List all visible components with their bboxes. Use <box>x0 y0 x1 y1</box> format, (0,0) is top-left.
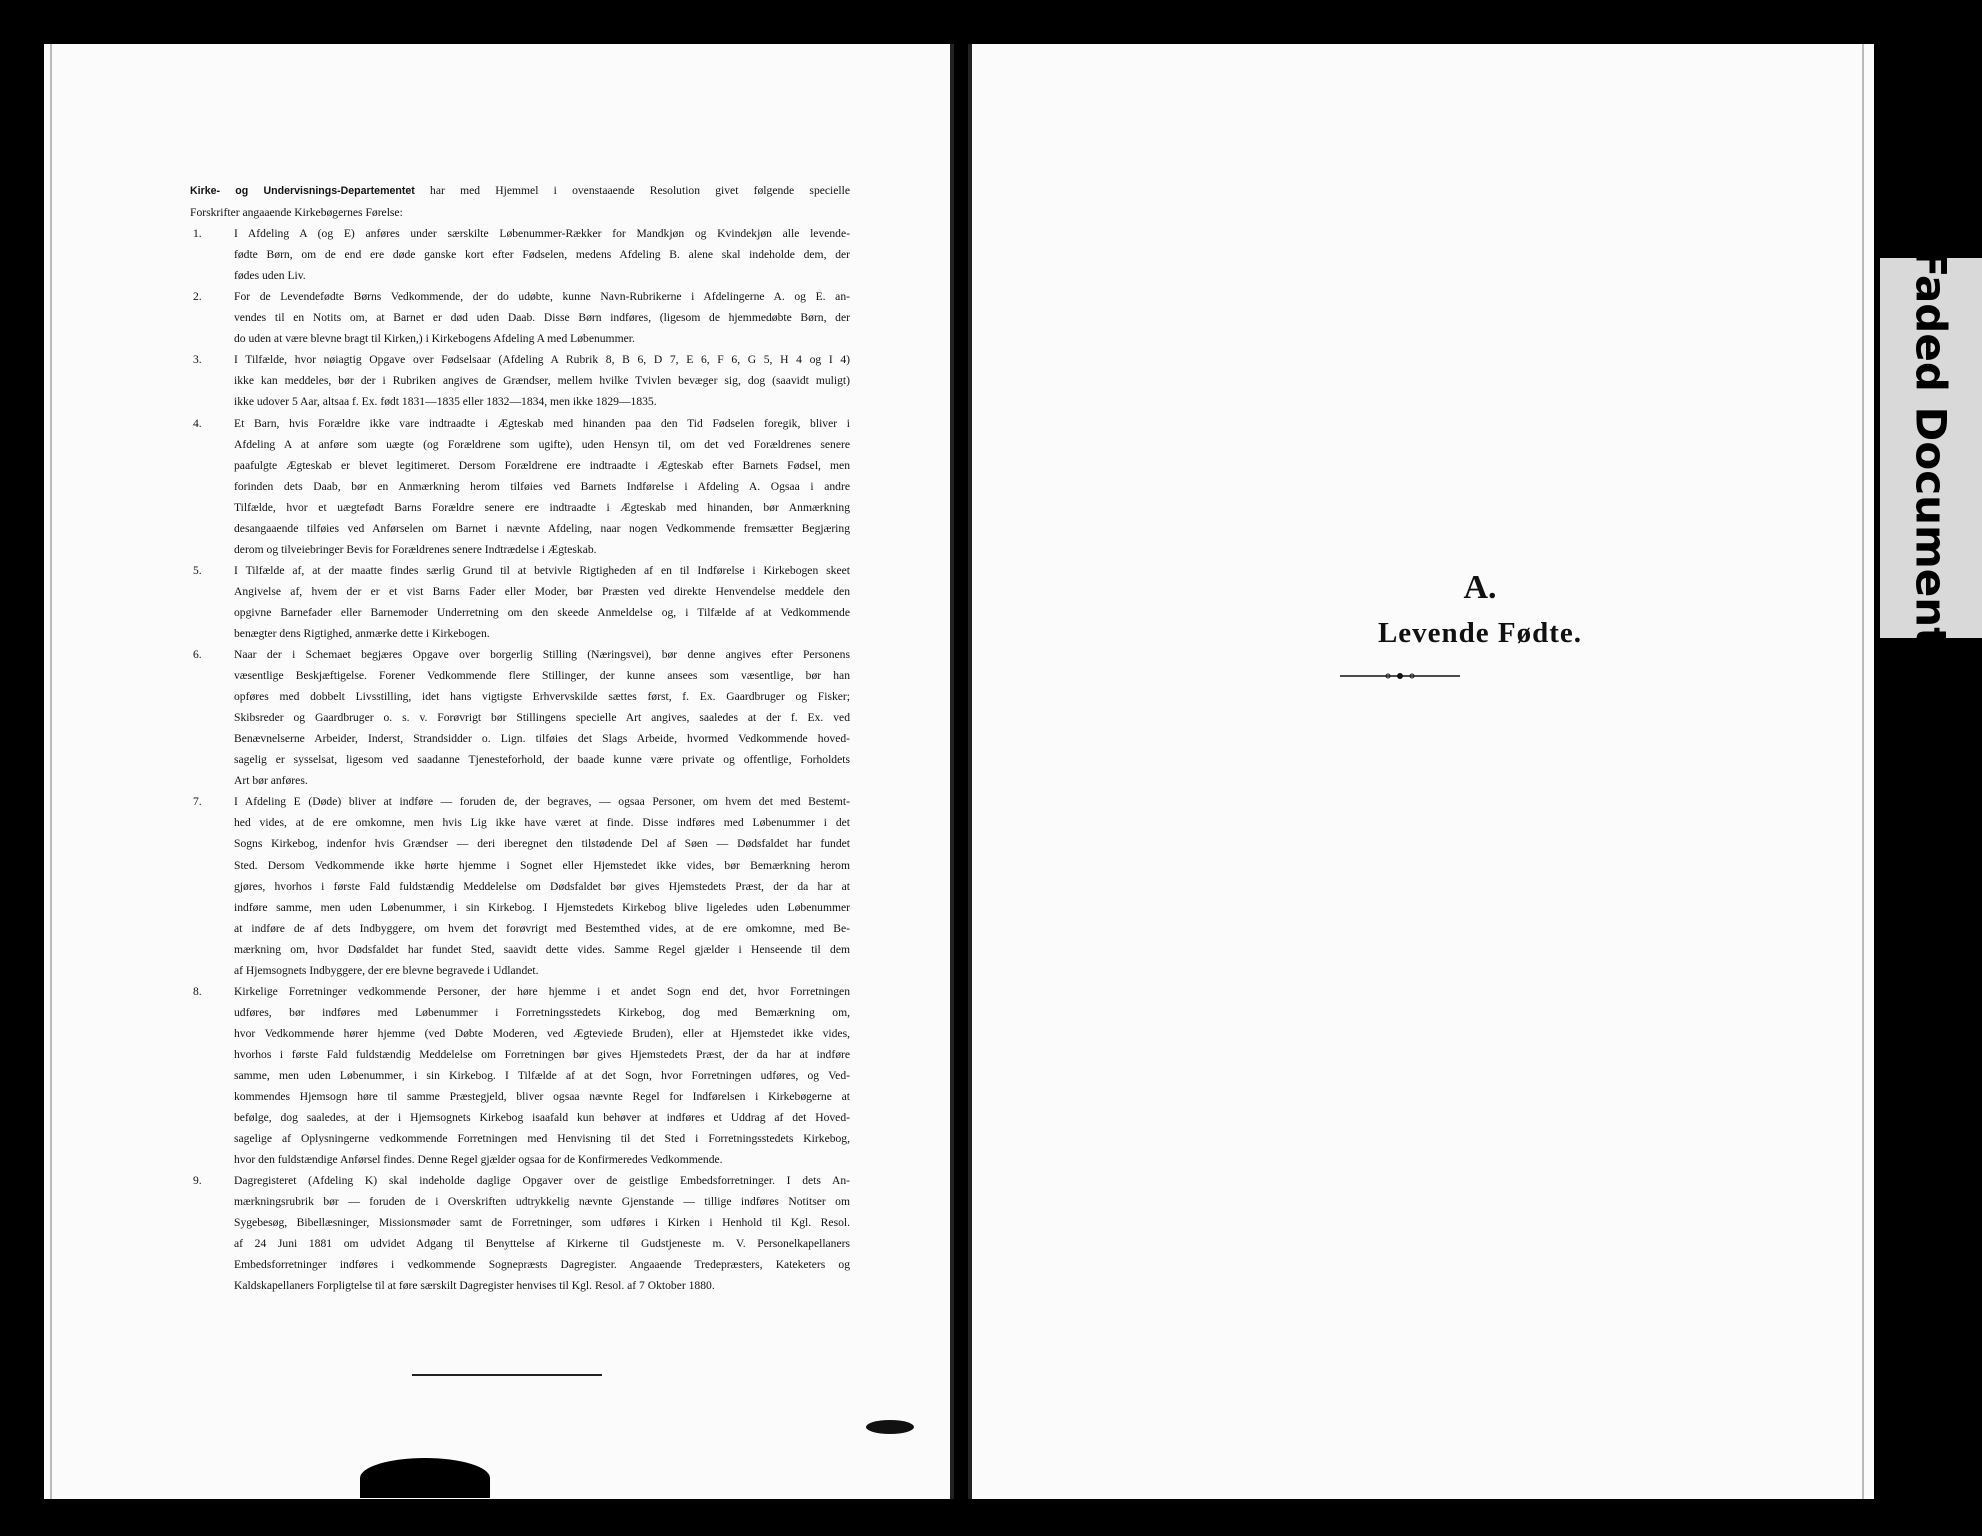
rule-line: mærkningsrubrik bør — foruden de i Overskriften udtrykkelig nævnte Gjenstande — tillige indføres Notitser om <box>234 1195 850 1209</box>
rule-line: forinden dets Daab, bør en Anmærkning herom tilføies ved Barnets Indførelse i Afdeling A. Ogsaa i andre <box>234 479 850 493</box>
rule-line: For de Levendefødte Børns Vedkommende, der do udøbte, kunne Navn-Rubrikerne i Afdelingerne A. og E. an- <box>234 290 850 304</box>
rule-line: vendes til en Notits om, at Barnet er død uden Daab. Disse Børn indføres, (ligesom de hjemmedøbte Børn, der <box>234 311 850 325</box>
rule-number: 8. <box>193 984 202 998</box>
rule-line: indføre samme, men uden Løbenummer, i sin Kirkebog. I Hjemstedets Kirkebog blive ligeledes uden Løbenummer <box>234 900 850 914</box>
rule-line: opføres med dobbelt Livsstilling, idet hans vigtigste Erhvervskilde sættes først, f. Ex. Gaardbruger og Fisker; <box>234 690 850 704</box>
rule-number: 5. <box>193 563 202 577</box>
rule-line: ikke udover 5 Aar, altsaa f. Ex. født 1831—1835 eller 1832—1834, men ikke 1829—1835. <box>234 395 657 409</box>
rule-line: af 24 Juni 1881 om udvidet Adgang til Benyttelse af Kirkerne til Gudstjeneste m. V. Personelkapellaners <box>234 1237 850 1251</box>
rule-line: paafulgte Ægteskab er blevet legitimeret. Dersom Forældrene ere indtraadte i Ægteskab efter Barnets Fødsel, men <box>234 458 850 472</box>
rule-item <box>190 413 850 560</box>
rule-line: Embedsforretninger indføres i vedkommende Sognepræsts Dagregister. Angaaende Tredepræsters, Kateketers og <box>234 1258 850 1272</box>
rule-line: Sygebesøg, Bibellæsninger, Missionsmøder samt de Forretninger, som udføres i Kirken i Henhold til Kgl. Resol. <box>234 1216 850 1230</box>
rule-line: I Afdeling A (og E) anføres under særskilte Løbenummer-Rækker for Mandkjøn og Kvindekjøn alle levende- <box>234 227 850 241</box>
page-edge-line <box>1862 44 1864 1499</box>
faded-document-label <box>1880 248 1982 648</box>
binding-shadow <box>360 1458 490 1498</box>
rule-line: Art bør anføres. <box>234 774 308 788</box>
rule-number: 4. <box>193 416 202 430</box>
rule-line: mærkning om, hvor Dødsfaldet har fundet Sted, saavidt dette vides. Samme Regel gjælder i Henseende til dem <box>234 942 850 956</box>
rule-item <box>190 981 850 1170</box>
rule-item <box>190 560 850 644</box>
rule-line: af Hjemsognets Indbyggere, der ere blevne begravede i Udlandet. <box>234 963 539 977</box>
rule-line: fødte Børn, om de end ere døde ganske kort efter Fødselen, medens Afdeling B. alene skal indeholde dem, der <box>234 248 850 262</box>
rule-line: hvor Vedkommende hører hjemme (ved Døbte Moderen, ved Ægteviede Bruden), eller at Hjemstedet ikke vides, <box>234 1026 850 1040</box>
rule-number: 6. <box>193 648 202 662</box>
ink-smudge <box>866 1420 914 1434</box>
department-name: Kirke- og Undervisnings-Departementet <box>190 185 415 197</box>
rule-line: befølge, dog saaledes, at der i Hjemsognets Kirkebog isaafald kun behøver at indføres et Uddrag af det Hoved- <box>234 1111 850 1125</box>
rule-line: Angivelse af, hvem der er et vist Barns Fader eller Moder, bør Præsten ved direkte Henvendelse meddele den <box>234 584 850 598</box>
rule-line: Sogns Kirkebog, indenfor hvis Grændser — deri iberegnet den tilstødende Del af Søen — Dødsfaldet har fundet <box>234 837 850 851</box>
closing-rule <box>412 1374 602 1376</box>
section-title: Levende Fødte. <box>1377 617 1583 649</box>
rule-line: Tilfælde, hvor et uægtefødt Barns Forældre senere ere indtraadte i Ægteskab med hinanden, bør Anmærkning <box>234 500 850 514</box>
faded-label-text: Faded Document <box>1906 248 1956 648</box>
rule-line: Afdeling A at anføre som uægte (og Forældrene som ugifte), uden Hensyn til, om det ved Forældrenes senere <box>234 437 850 451</box>
rule-item <box>190 791 850 980</box>
rule-line: benægter dens Rigtighed, anmærke dette i Kirkebogen. <box>234 626 490 640</box>
rule-line: I Tilfælde, hvor nøiagtig Opgave over Fødselsaar (Afdeling A Rubrik 8, B 6, D 7, E 6, F 6, G 5, H 4 og I 4) <box>234 353 850 367</box>
rule-line: Benævnelserne Arbeider, Inderst, Strandsidder o. Lign. tilføies det Slags Arbeide, hvormed Vedkommende hoved- <box>234 732 850 746</box>
rule-line: hvor den fuldstændige Anførsel findes. Denne Regel gjælder ogsaa for de Konfirmeredes Vedkommende. <box>234 1153 723 1167</box>
rule-line: derom og tilveiebringer Bevis for Forældrenes senere Indtrædelse i Ægteskab. <box>234 542 597 556</box>
rule-line: kommendes Hjemsogn høre til samme Præstegjeld, bliver ogsaa nævnte Regel for Indførelsen i Kirkebøgerne at <box>234 1090 850 1104</box>
section-heading <box>1180 568 1780 658</box>
rule-line: hvorhos i første Fald fuldstændig Meddelelse om Forretningen bør gives Hjemstedets Præst, der da har at indføre <box>234 1047 850 1061</box>
intro-line-2: Forskrifter angaaende Kirkebøgernes Førelse: <box>190 206 403 220</box>
rule-line: Sted. Dersom Vedkommende ikke hørte hjemme i Sognet eller Hjemstedet ikke vides, bør Bemærkning herom <box>234 858 850 872</box>
rule-line: gjøres, hvorhos i første Fald fuldstændig Meddelelse om Dødsfaldet bør gives Hjemstedets Præst, der da har at <box>234 879 850 893</box>
rule-number: 1. <box>193 227 202 241</box>
rule-number: 2. <box>193 290 202 304</box>
rule-item <box>190 349 850 412</box>
rules-list <box>190 223 850 1296</box>
rule-line: opgivne Barnefader eller Barnemoder Underretning om den skeede Anmeldelse og, i Tilfælde af at Vedkommende <box>234 605 850 619</box>
rule-line: at indføre de af dets Indbyggere, om hvem det forøvrigt med Bestemthed vides, at de ere omkomne, med Be- <box>234 921 850 935</box>
rule-line: do uden at være blevne bragt til Kirken,) i Kirkebogens Afdeling A med Løbenummer. <box>234 332 635 346</box>
right-page <box>968 44 1874 1499</box>
rule-line: hed vides, at de ere omkomne, men hvis Lig ikke have været at finde. Disse indføres med Løbenummer i det <box>234 816 850 830</box>
rule-line: fødes uden Liv. <box>234 269 306 283</box>
rule-line: Skibsreder og Gaardbruger o. s. v. Forøvrigt bør Stillingens specielle Art angives, saaledes at der f. Ex. ved <box>234 711 850 725</box>
rule-line: Dagregisteret (Afdeling K) skal indeholde daglige Opgaver over de geistlige Embedsforretninger. I dets An- <box>234 1174 850 1188</box>
regulations-text <box>190 180 850 1296</box>
rule-line: Kirkelige Forretninger vedkommende Personer, der høre hjemme i et andet Sogn end det, hvor Forretningen <box>234 984 850 998</box>
page-edge-line <box>50 44 52 1499</box>
rule-line: Naar der i Schemaet begjæres Opgave over borgerlig Stilling (Næringsvei), bør denne angives efter Personens <box>234 648 850 662</box>
section-letter: A. <box>1463 569 1497 606</box>
rule-line: I Afdeling E (Døde) bliver at indføre — foruden de, der begraves, — ogsaa Personer, om hvem det med Bestemt- <box>234 795 850 809</box>
rule-line: desangaaende tilføies ved Anførselen om Barnet i nævnte Afdeling, naar nogen Vedkommende fremsætter Begjæring <box>234 521 850 535</box>
rule-line: væsentlige Beskjæftigelse. Forener Vedkommende flere Stillinger, der kunne ansees som væsentlige, bør han <box>234 669 850 683</box>
rule-line: ikke kan meddeles, bør der i Rubriken angives de Grændser, mellem hvilke Tvivlen bevæger sig, dog (saavidt muligt) <box>234 374 850 388</box>
rule-line: sagelige af Oplysningerne vedkommende Forretningen med Henvisning til det Sted i Forretningsstedets Kirkebog, <box>234 1132 850 1146</box>
rule-line: samme, men uden Løbenummer, i sin Kirkebog. I Tilfælde af at det Sogn, hvor Forretningen udføres, og Ved- <box>234 1068 850 1082</box>
intro-paragraph <box>190 180 850 223</box>
intro-line-1: har med Hjemmel i ovenstaaende Resolution givet følgende specielle <box>430 184 850 197</box>
rule-line: Et Barn, hvis Forældre ikke vare indtraadte i Ægteskab med hinanden paa den Tid Fødselen foregik, bliver i <box>234 416 850 430</box>
rule-item <box>190 286 850 349</box>
rule-item <box>190 1170 850 1296</box>
rule-item <box>190 644 850 791</box>
rule-item <box>190 223 850 286</box>
rule-line: Kaldskapellaners Forpligtelse til at føre særskilt Dagregister henvises til Kgl. Resol. af 7 Oktober 1880. <box>234 1279 715 1293</box>
rule-number: 3. <box>193 353 202 367</box>
rule-line: sagelig er sysselsat, ligesom ved saadanne Tjenesteforhold, der baade kunne være private og offentlige, Forholdets <box>234 753 850 767</box>
rule-line: I Tilfælde af, at der maatte findes særlig Grund til at betvivle Rigtigheden af en til Indførelse i Kirkebogen skeet <box>234 563 850 577</box>
rule-number: 9. <box>193 1174 202 1188</box>
rule-number: 7. <box>193 795 202 809</box>
ornament-divider <box>1340 670 1460 682</box>
rule-line: udføres, bør indføres med Løbenummer i Forretningsstedets Kirkebog, dog med Bemærkning om, <box>234 1005 850 1019</box>
